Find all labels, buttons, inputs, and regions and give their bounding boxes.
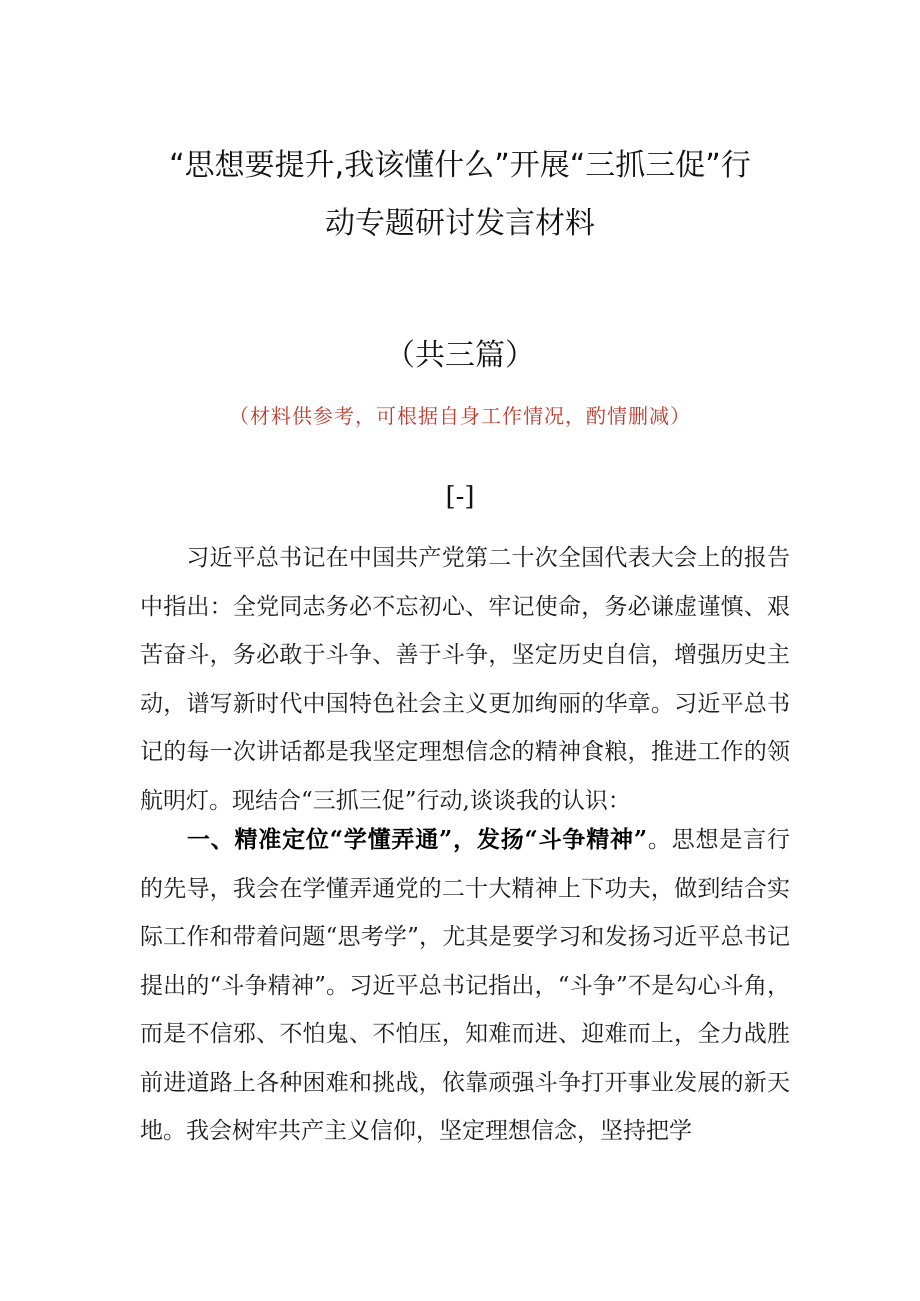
paragraph-point-one — [140, 816, 790, 1156]
document-title-line-2: 动专题研讨发言材料 — [325, 206, 595, 241]
paragraph-point-one-text: 。思想是言行的先导，我会在学懂弄通党的二十大精神上下功夫，做到结合实际工作和带着问题“思考学”，尤其是要学习和发扬习近平总书记提出的“斗争精神”。习近平总书记指出，“斗争”不是勾心斗角，而是不信邪、不怕鬼、不怕压，知难而进、迎难而上，全力战胜前进道路上各种困难和挑战，依靠顽强斗争打开事业发展的新天地。我会树牢共产主义信仰，坚定理想信念，坚持把学 — [140, 827, 791, 1144]
paragraph-point-one-heading: 一、精准定位“学懂弄通”，发扬“斗争精神” — [186, 826, 648, 853]
paragraph-intro-text: 习近平总书记在中国共产党第二十次全国代表大会上的报告中指出：全党同志务必不忘初心、牢记使命，务必谦虚谨慎、艰苦奋斗，务必敢于斗争、善于斗争，坚定历史自信，增强历史主动，谱写新时代中国特色社会主义更加绚丽的华章。习近平总书记的每一次讲话都是我坚定理想信念的精神食粮，推进工作的领航明灯。现结合“三抓三促”行动,谈谈我的认识： — [140, 545, 790, 814]
document-title-line-1: “思想要提升,我该懂什么”开展“三抓三促”行 — [169, 148, 751, 183]
paragraph-intro — [140, 534, 790, 825]
reference-note: （材料供参考，可根据自身工作情况，酌情删减） — [229, 404, 691, 428]
section-marker: [-] — [445, 482, 475, 512]
document-subtitle: （共三篇） — [385, 338, 535, 373]
